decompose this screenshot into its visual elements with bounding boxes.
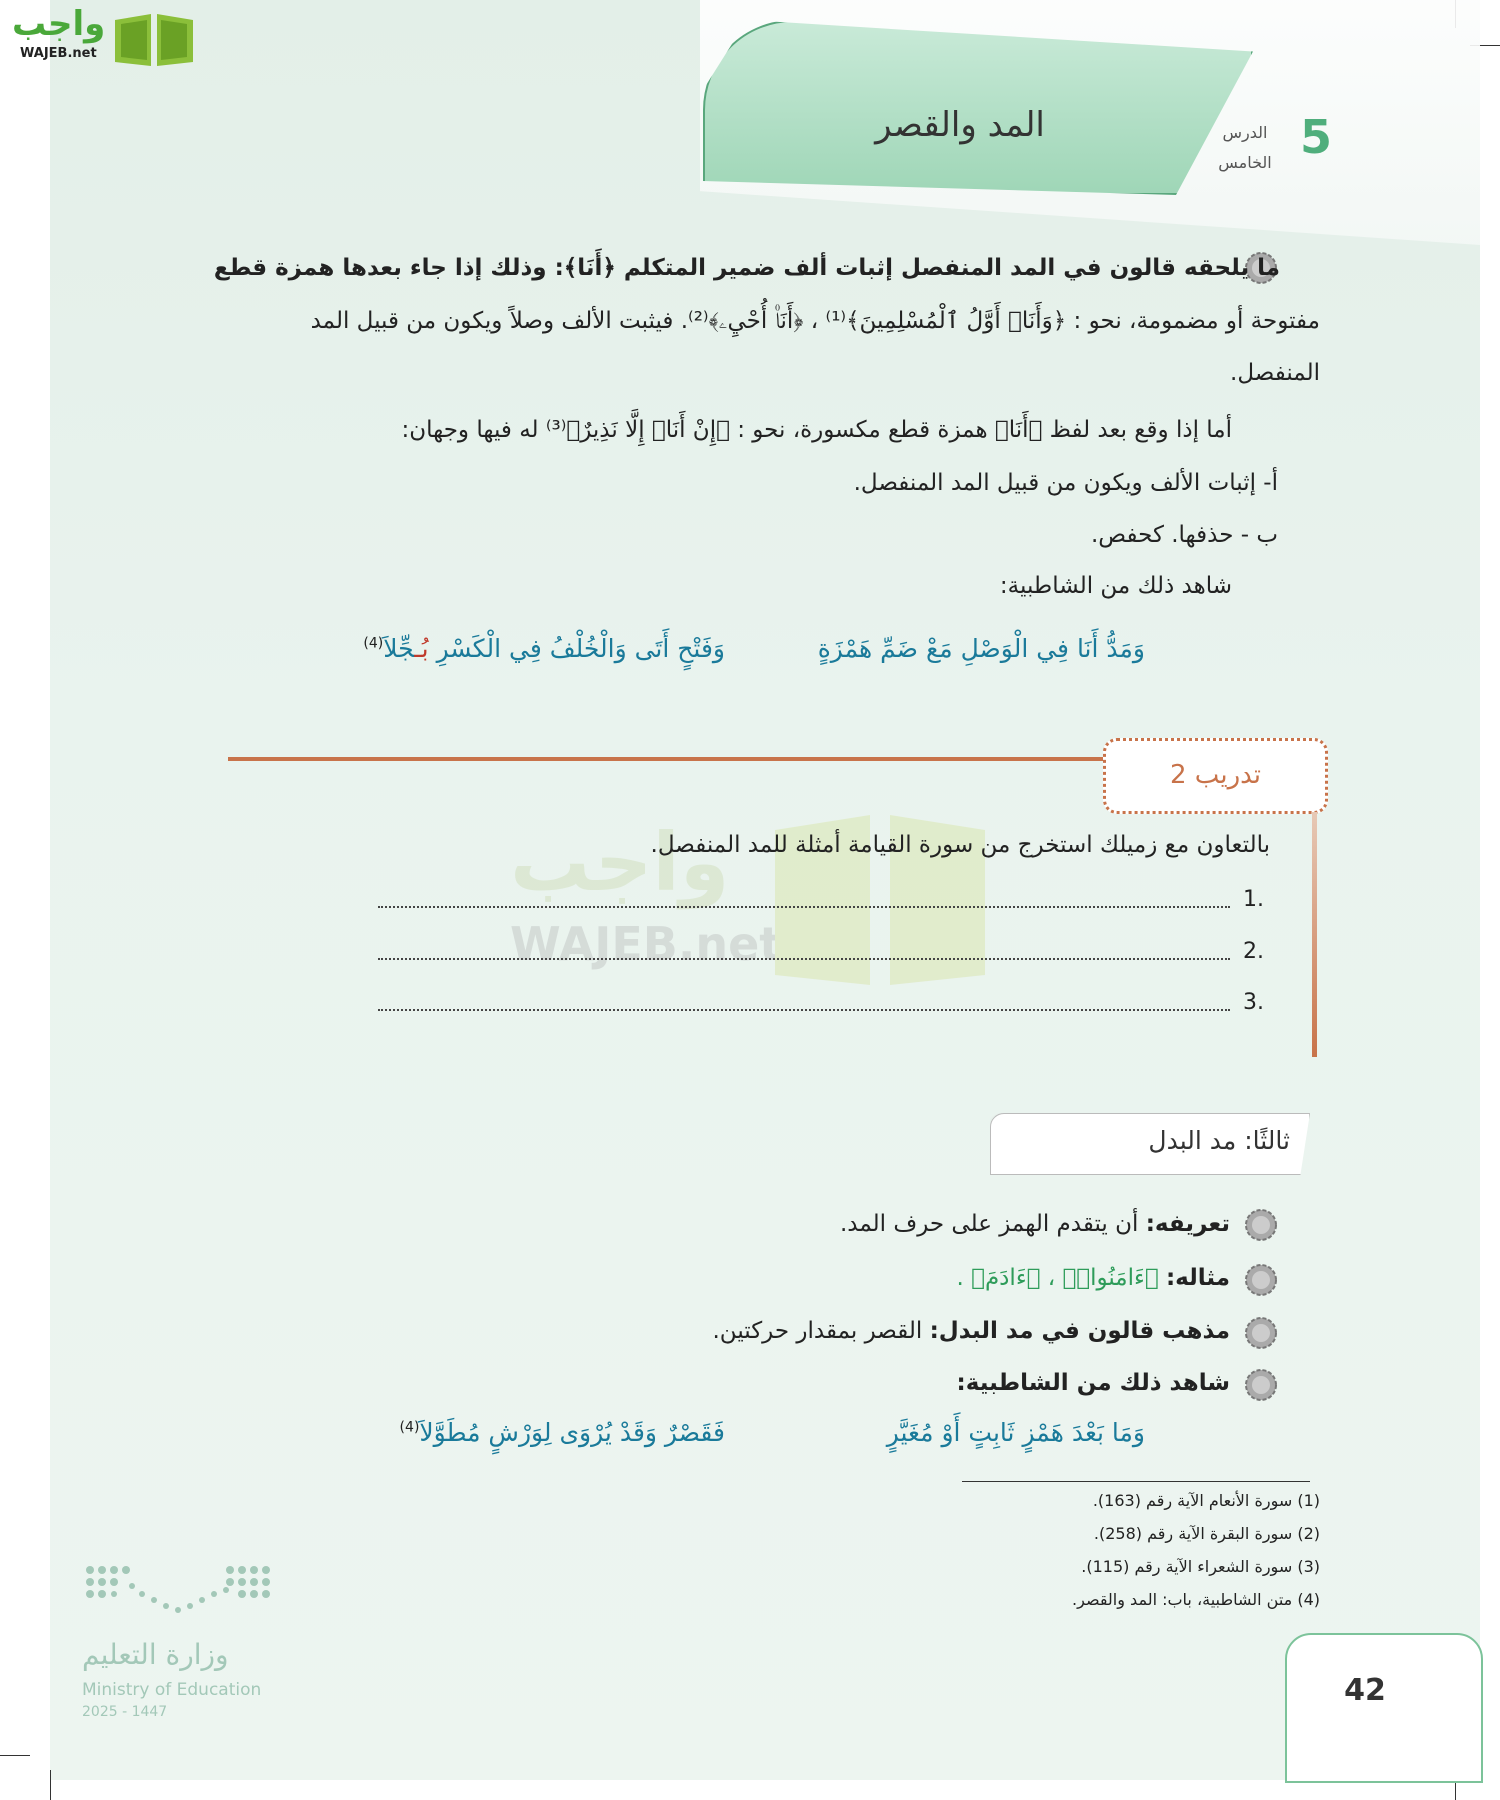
verse-1-left	[363, 634, 725, 663]
definition-label: تعريفه:	[1145, 1211, 1230, 1237]
verse-1-left-part-c: جِّلاَ	[383, 634, 415, 663]
shahid-label-1: شاهد ذلك من الشاطبية:	[999, 573, 1232, 599]
answer-number-3: 3.	[1243, 990, 1264, 1015]
paragraph-1-line-2: مفتوحة أو مضمومة، نحو : ﴿وَأَنَا۠ أَوَّلُ ٱلْمُسْلِمِينَ﴾⁽¹⁾ ، ﴿أَنَا۠ أُحْيِۦ﴾⁽²⁾. فيثبت الألف وصلاً ويكون من قبيل المد	[310, 308, 1320, 334]
paragraph-2-line-1: أما إذا وقع بعد لفظ ﴿أَنَا﴾ همزة قطع مكسورة، نحو : ﴿إِنْ أَنَا۠ إِلَّا نَذِيرٌ﴾⁽³⁾ له فيها وجهان:	[401, 417, 1232, 443]
lesson-title: المد والقصر	[875, 105, 1045, 145]
ministry-name-english: Ministry of Education	[82, 1680, 262, 1700]
answer-line-2[interactable]	[378, 958, 1230, 960]
training-label: تدريب 2	[1169, 760, 1262, 790]
option-a: أ- إثبات الألف ويكون من قبيل المد المنفصل.	[853, 470, 1278, 496]
book-icon	[113, 10, 195, 68]
gear-bullet-icon	[1244, 1263, 1278, 1297]
verse-2-left	[400, 1418, 725, 1447]
lesson-number: 5	[1300, 110, 1333, 164]
lesson-label	[1205, 118, 1285, 178]
ministry-name-arabic: وزارة التعليم	[82, 1638, 229, 1671]
definition-line	[840, 1211, 1230, 1237]
page-number: 42	[1344, 1673, 1386, 1708]
footnote-4: (4) متن الشاطبية، باب: المد والقصر.	[1072, 1590, 1320, 1609]
footnote-2: (2) سورة البقرة الآية رقم (258).	[1093, 1524, 1320, 1543]
verse-2-ref: (4)	[399, 1419, 420, 1436]
paragraph-1-line-3: المنفصل.	[1230, 360, 1320, 386]
verse-2-right: وَمَا بَعْدَ هَمْزٍ ثَابِتٍ أَوْ مُغَيَّرٍ	[886, 1418, 1145, 1447]
crop-mark	[0, 1755, 30, 1756]
gear-bullet-icon	[1244, 1316, 1278, 1350]
footnote-divider	[962, 1481, 1310, 1482]
option-b: ب - حذفها. كحفص.	[1090, 522, 1278, 548]
gear-bullet-icon	[1244, 1208, 1278, 1242]
qalun-label: مذهب قالون في مد البدل:	[929, 1318, 1230, 1344]
footnote-3: (3) سورة الشعراء الآية رقم (115).	[1081, 1557, 1320, 1576]
logo-arabic: واجب	[12, 4, 106, 44]
answer-number-2: 2.	[1243, 939, 1264, 964]
example-line	[957, 1265, 1230, 1291]
qalun-line	[713, 1318, 1231, 1344]
example-label: مثاله:	[1165, 1265, 1230, 1291]
watermark-english: WAJEB.net	[510, 917, 782, 971]
watermark-arabic: واجب	[510, 816, 730, 909]
definition-text: أن يتقدم الهمز على حرف المد.	[839, 1211, 1146, 1237]
answer-line-3[interactable]	[378, 1009, 1230, 1011]
example-text: ﴿ءَامَنُوا۟﴾ ، ﴿ءَادَمَ﴾ .	[956, 1265, 1166, 1291]
paragraph-1-line-1: ما يلحقه قالون في المد المنفصل إثبات ألف ضمير المتكلم ﴿أَنَا﴾: وذلك إذا جاء بعدها همزة قطع	[213, 255, 1280, 281]
verse-2-left-text: فَقَصْرٌ وَقَدْ يُرْوَى لِوَرْشٍ مُطَوَّلاَ	[419, 1418, 725, 1447]
ministry-year: 2025 - 1447	[82, 1704, 168, 1720]
verse-1-ref: (4)	[363, 635, 384, 652]
lesson-label-line2: الخامس	[1218, 153, 1272, 172]
gear-bullet-icon	[1244, 1368, 1278, 1402]
verse-1-left-red: بُـ	[414, 634, 429, 663]
ministry-logo-icon	[80, 1560, 280, 1630]
crop-mark	[50, 1770, 51, 1800]
answer-number-1: 1.	[1243, 887, 1264, 912]
logo-english: WAJEB.net	[20, 46, 97, 61]
training-instruction: بالتعاون مع زميلك استخرج من سورة القيامة أمثلة للمد المنفصل.	[650, 832, 1270, 858]
section-3-title: ثالثًا: مد البدل	[1148, 1126, 1290, 1155]
training-side-bar	[1312, 812, 1317, 1057]
lesson-label-line1: الدرس	[1222, 123, 1268, 142]
shahid-label-2: شاهد ذلك من الشاطبية:	[956, 1370, 1230, 1396]
wajeb-logo[interactable]	[8, 4, 188, 64]
footnote-1: (1) سورة الأنعام الآية رقم (163).	[1092, 1491, 1320, 1510]
verse-1-right: وَمَدُّ أَنَا فِي الْوَصْلِ مَعْ ضَمِّ هَمْزَةٍ	[817, 634, 1145, 663]
qalun-text: القصر بمقدار حركتين.	[712, 1318, 930, 1344]
verse-1-left-part-a: وَفَتْحٍ أَتَى وَالْخُلْفُ فِي الْكَسْرِ	[428, 634, 725, 663]
answer-line-1[interactable]	[378, 906, 1230, 908]
training-divider	[228, 757, 1108, 761]
page-number-box	[1285, 1633, 1483, 1783]
